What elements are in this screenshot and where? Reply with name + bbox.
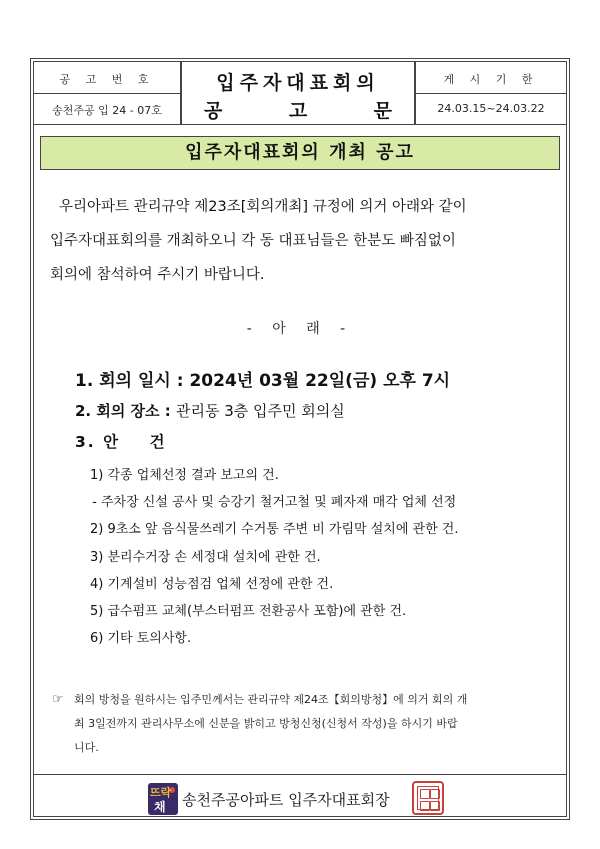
meeting-date-label: 1. 회의 일시 : [75, 371, 190, 391]
document-title-top: 입주자대표회의 [216, 72, 380, 94]
agenda-subitem: - 주차장 신설 공사 및 승강기 철거고철 및 폐자재 매각 업체 선정 [88, 495, 457, 510]
title-char-2: 고 [288, 100, 308, 122]
title-char-3: 문 [373, 100, 392, 122]
header-divider [34, 93, 180, 94]
title-char-1: 공 [204, 100, 223, 122]
posting-period-label: 게 시 기 한 [443, 73, 539, 86]
notice-number-value: 송천주공 입 24 - 07호 [52, 104, 162, 117]
intro-line: 회의에 참석하여 주시기 바랍니다. [50, 267, 265, 283]
posting-period-value: 24.03.15~24.03.22 [437, 102, 545, 115]
apartment-logo [148, 783, 178, 815]
logo-text-bottom: 채 [154, 800, 166, 814]
seal-glyph [420, 789, 430, 799]
intro-paragraph [50, 190, 555, 292]
seal-glyph [430, 789, 440, 799]
agenda-item: 4) 기계설비 성능점검 업체 선정에 관한 건. [90, 577, 334, 592]
logo-text-top: 뜨락 [150, 786, 172, 799]
below-heading: - 아 래 - [246, 321, 354, 337]
notice-number-label: 공 고 번 호 [59, 73, 155, 86]
signature: 송천주공아파트 입주자대표회장 [182, 791, 390, 809]
posting-period-box [415, 61, 567, 125]
title-box [181, 61, 415, 125]
meeting-date-value: 2024년 03월 22일(금) 오후 7시 [189, 371, 451, 391]
meeting-date [75, 366, 450, 391]
agenda-item: 2) 9초소 앞 음식물쓰레기 수거통 주변 비 가림막 설치에 관한 건. [90, 522, 459, 537]
agenda-item: 5) 급수펌프 교체(부스터펌프 전환공사 포함)에 관한 건. [90, 604, 407, 619]
agenda-item: 3) 분리수거장 손 세정대 설치에 관한 건. [90, 550, 321, 565]
official-seal-icon [412, 781, 444, 815]
meeting-place-label: 2. 회의 장소 : [75, 402, 176, 420]
observer-notice [52, 688, 557, 760]
header-divider [416, 93, 566, 94]
meeting-place [75, 400, 345, 421]
notice-line: 회의 방청을 원하시는 입주민께서는 관리규약 제24조【회의방청】에 의거 회의 개 [74, 693, 468, 706]
seal-glyph [430, 801, 440, 811]
banner-title: 입주자대표회의 개최 공고 [40, 136, 560, 170]
footer [0, 781, 600, 817]
footer-divider [33, 774, 567, 775]
pointing-hand-icon: ☞ [52, 692, 64, 707]
notice-line: 니다. [74, 741, 99, 754]
notice-line: 최 3일전까지 관리사무소에 신분을 밝히고 방청신청(신청서 작성)을 하시기 바랍 [74, 717, 458, 730]
agenda-item: 6) 기타 토의사항. [90, 631, 192, 646]
intro-line: 입주자대표회의를 개최하오니 각 동 대표님들은 한분도 빠짐없이 [50, 233, 456, 249]
intro-line: 우리아파트 관리규약 제23조[회의개최] 규정에 의거 아래와 같이 [59, 199, 467, 215]
document-title-bottom [182, 96, 414, 123]
notice-number-box [33, 61, 181, 125]
meeting-place-value: 관리동 3층 입주민 회의실 [175, 402, 345, 420]
seal-glyph [420, 801, 430, 811]
agenda-item: 1) 각종 업체선정 결과 보고의 건. [90, 468, 279, 483]
agenda-heading: 3. 안 건 [75, 433, 167, 451]
